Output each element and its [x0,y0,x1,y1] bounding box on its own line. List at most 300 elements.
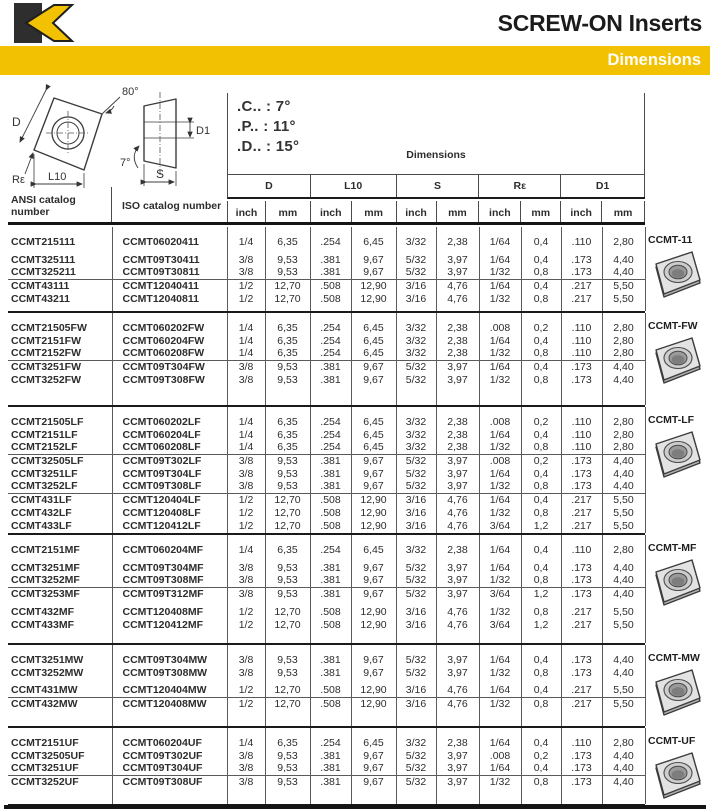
dimension-value: .508 [310,697,351,710]
ansi-catalog-number: CCMT325111 [8,253,112,266]
dimension-value: 1/2 [227,506,265,519]
dimension-value: 2,38 [436,347,479,360]
dimension-value: .110 [561,543,602,556]
drawing-label-d: D [12,115,21,129]
dimension-value: 1/32 [479,441,521,454]
col-header-re: Rε [479,175,561,197]
dimension-value: .173 [561,480,602,493]
dimension-value: 2,38 [436,415,479,428]
table-row [8,561,645,574]
dimension-value: 6,35 [265,441,310,454]
insert-preview [648,234,708,303]
dimension-value: 1/64 [479,360,521,373]
iso-catalog-number: CCMT09T30811 [112,266,227,279]
dimension-value: .508 [310,279,351,292]
dimension-value: 3,97 [436,749,479,762]
dimension-value: .008 [479,749,521,762]
dimension-value: 0,4 [521,684,561,697]
dimension-value: 12,70 [265,618,310,631]
dimension-value: 4,76 [436,684,479,697]
dimension-value: 4,76 [436,618,479,631]
dimension-value: 0,8 [521,373,561,386]
dimension-value: 3/8 [227,653,265,666]
dimension-value: 2,80 [602,736,645,749]
dimension-value: 1/4 [227,347,265,360]
dimension-value: 3,97 [436,561,479,574]
dimension-value: 5,50 [602,292,645,305]
dimension-value: 3/32 [396,736,436,749]
dimension-value: .173 [561,762,602,775]
dimension-value: 5,50 [602,506,645,519]
dimension-value: 1/4 [227,321,265,334]
ansi-catalog-number: CCMT3251MW [8,653,112,666]
insert-image [648,666,704,716]
dimension-value: 12,70 [265,506,310,519]
dimension-value: 9,53 [265,762,310,775]
dimension-value: 6,45 [351,428,396,441]
table-row [8,697,645,710]
dimension-value: 1/64 [479,684,521,697]
dimension-value: 9,67 [351,653,396,666]
dimension-value: 3,97 [436,587,479,600]
dimension-value: 0,4 [521,736,561,749]
dimension-value: 9,67 [351,666,396,679]
ansi-catalog-number: CCMT3251UF [8,762,112,775]
dimension-value: 2,38 [436,736,479,749]
dimension-value: 4,76 [436,506,479,519]
dimension-value: .254 [310,347,351,360]
unit-header: inch [479,201,521,224]
dimension-value: .254 [310,543,351,556]
ansi-catalog-number: CCMT3252MF [8,574,112,587]
dimension-value: 4,40 [602,561,645,574]
dimension-value: 3/16 [396,506,436,519]
dimension-value: .173 [561,775,602,788]
dimension-value: 4,76 [436,279,479,292]
dimension-value: 1/32 [479,373,521,386]
dimension-value: 0,2 [521,749,561,762]
drawing-label-7deg: 7° [120,157,131,169]
iso-catalog-number: CCMT09T308FW [112,373,227,386]
dimension-value: .110 [561,334,602,347]
dimension-value: 3/64 [479,519,521,532]
iso-catalog-number: CCMT09T304LF [112,467,227,480]
iso-catalog-number: CCMT09T308MW [112,666,227,679]
dimension-value: 4,40 [602,653,645,666]
dimension-value: 12,70 [265,697,310,710]
ansi-catalog-number: CCMT21505LF [8,415,112,428]
dimension-value: 5,50 [602,493,645,506]
dimension-value: 3/32 [396,441,436,454]
table-row [8,253,645,266]
ansi-catalog-number: CCMT325211 [8,266,112,279]
insert-dimension-drawing [10,84,225,202]
dimension-value: 9,53 [265,666,310,679]
dimension-value: 4,40 [602,574,645,587]
dimension-value: 9,53 [265,266,310,279]
dimension-value: .110 [561,235,602,248]
dimension-value: 0,8 [521,441,561,454]
dimension-value: 1/64 [479,762,521,775]
table-row [8,334,645,347]
dimension-value: 6,35 [265,235,310,248]
table-row [8,605,645,618]
unit-header: inch [397,201,437,224]
dimension-value: 0,8 [521,666,561,679]
dimension-value: 5/32 [396,574,436,587]
dimension-value: .381 [310,775,351,788]
unit-header: mm [352,201,397,224]
dimension-value: 6,35 [265,415,310,428]
dimension-value: 6,45 [351,415,396,428]
iso-catalog-number: CCMT09T302UF [112,749,227,762]
dimension-value: 3,97 [436,467,479,480]
dimension-value: 9,67 [351,373,396,386]
dimension-value: 6,45 [351,321,396,334]
dimension-value: 9,53 [265,749,310,762]
dimension-value: 1/4 [227,334,265,347]
dimension-value: 0,8 [521,574,561,587]
spec-line: .D.. : 15° [237,138,300,155]
dimension-value: .254 [310,441,351,454]
iso-catalog-number: CCMT120408MW [112,697,227,710]
dimension-value: 2,80 [602,347,645,360]
col-header-s: S [397,175,480,197]
dimension-value: 0,4 [521,360,561,373]
insert-image [648,749,704,799]
table-row [8,666,645,679]
iso-catalog-number: CCMT060204MF [112,543,227,556]
dimension-value: 9,53 [265,574,310,587]
dimension-value: 6,45 [351,334,396,347]
catalog-headers [8,187,227,224]
dimension-value: .254 [310,428,351,441]
dimension-value: 3,97 [436,360,479,373]
drawing-label-re: Rε [12,174,25,186]
dimension-value: .508 [310,519,351,532]
iso-catalog-number: CCMT120404LF [112,493,227,506]
dimension-value: 9,53 [265,775,310,788]
ansi-catalog-number: CCMT432MW [8,697,112,710]
ansi-catalog-number: CCMT2151MF [8,543,112,556]
dimension-value: 12,90 [351,684,396,697]
ansi-catalog-number: CCMT3251MF [8,561,112,574]
dimension-value: .173 [561,749,602,762]
dimension-value: .254 [310,415,351,428]
dimension-value: 5/32 [396,775,436,788]
insert-group-ccmt-uf [8,728,645,806]
dimension-value: .381 [310,360,351,373]
dimension-value: 4,40 [602,749,645,762]
insert-preview [648,735,708,804]
iso-catalog-number: CCMT120412LF [112,519,227,532]
dimension-value: 3/16 [396,605,436,618]
ansi-catalog-number: CCMT432LF [8,506,112,519]
unit-headers [227,201,645,224]
dimension-value: .254 [310,321,351,334]
dimension-value: .508 [310,605,351,618]
unit-header: inch [228,201,266,224]
dimension-value: 3/8 [227,666,265,679]
dimension-value: .381 [310,373,351,386]
dimension-value: 3,97 [436,480,479,493]
dimension-value: 0,2 [521,415,561,428]
dimension-value: 6,35 [265,428,310,441]
table-row [8,321,645,334]
table-row [8,347,645,360]
dimension-value: 5,50 [602,684,645,697]
dimension-value: 2,38 [436,543,479,556]
ansi-catalog-number: CCMT431MW [8,684,112,697]
unit-header: inch [311,201,352,224]
dimension-value: 12,90 [351,519,396,532]
unit-header: mm [521,201,561,224]
dimension-value: 4,40 [602,454,645,467]
dimension-value: 12,90 [351,506,396,519]
ansi-catalog-number: CCMT431LF [8,493,112,506]
dimension-value: 0,8 [521,266,561,279]
dimension-value: .381 [310,561,351,574]
dimension-value: 2,38 [436,235,479,248]
iso-catalog-number: CCMT09T304MW [112,653,227,666]
iso-catalog-number: CCMT120408MF [112,605,227,618]
dimension-value: 0,2 [521,454,561,467]
dimension-value: 12,70 [265,292,310,305]
iso-catalog-number: CCMT060208LF [112,441,227,454]
dimension-value: 5,50 [602,519,645,532]
dimension-value: 2,80 [602,415,645,428]
table-row [8,543,645,556]
dimension-value: 2,38 [436,334,479,347]
page-title: SCREW-ON Inserts [497,9,702,36]
table-row [8,749,645,762]
dimension-value: 1/2 [227,605,265,618]
dimension-value: 3,97 [436,775,479,788]
dimension-value: 1/64 [479,253,521,266]
drawing-label-s: S [156,167,165,181]
dimension-value: 9,67 [351,253,396,266]
iso-catalog-number: CCMT09T304FW [112,360,227,373]
dimension-value: .381 [310,266,351,279]
insert-type-label: CCMT-11 [648,234,693,246]
dimension-value: 4,76 [436,519,479,532]
dimension-value: .381 [310,587,351,600]
dimension-value: 0,4 [521,653,561,666]
col-header-l10: L10 [311,175,397,197]
ansi-catalog-number: CCMT43111 [8,279,112,292]
iso-catalog-number: CCMT120408LF [112,506,227,519]
dimension-value: 0,4 [521,561,561,574]
ansi-catalog-number: CCMT3251FW [8,360,112,373]
dimension-value: 9,67 [351,561,396,574]
dimension-value: 0,4 [521,279,561,292]
dimension-value: 6,45 [351,543,396,556]
dimensions-header-box [227,93,645,175]
ansi-catalog-number: CCMT3252FW [8,373,112,386]
dimension-value: 3,97 [436,762,479,775]
table-row [8,493,645,506]
section-banner-label: Dimensions [607,51,701,69]
dimension-value: 1,2 [521,519,561,532]
table-row [8,775,645,788]
dimension-value: 2,80 [602,543,645,556]
page-header [0,0,710,46]
drawing-label-80deg: 80° [122,86,139,98]
dimension-value: .381 [310,574,351,587]
dimension-value: 12,90 [351,279,396,292]
dimension-value: 0,2 [521,321,561,334]
dimension-value: 3/16 [396,292,436,305]
dimension-value: 1/2 [227,292,265,305]
dimension-value: 1/32 [479,666,521,679]
insert-group-ccmt-fw [8,313,645,407]
iso-header: ISO catalog number [122,199,222,212]
dimension-value: 3,97 [436,253,479,266]
table-row [8,618,645,631]
dimension-value: 3/64 [479,618,521,631]
dimension-value: 1/2 [227,618,265,631]
iso-catalog-number: CCMT060204UF [112,736,227,749]
unit-header: mm [266,201,311,224]
insert-image [648,428,704,478]
dimension-value: .508 [310,292,351,305]
dimension-value: 1/32 [479,480,521,493]
dimension-value: .254 [310,736,351,749]
dimension-value: 2,38 [436,428,479,441]
dimension-value: 1/2 [227,493,265,506]
dimension-value: 3/32 [396,334,436,347]
dimension-value: 6,45 [351,347,396,360]
table-row [8,653,645,666]
dimension-value: 3/16 [396,618,436,631]
ansi-catalog-number: CCMT433MF [8,618,112,631]
dimension-value: .217 [561,493,602,506]
dimension-value: 1/4 [227,428,265,441]
dimension-value: 0,4 [521,235,561,248]
dimension-value: 5/32 [396,666,436,679]
dimension-value: 3/8 [227,561,265,574]
dimension-value: 5/32 [396,749,436,762]
ansi-catalog-number: CCMT3252LF [8,480,112,493]
dimension-value: 3/32 [396,543,436,556]
insert-group-ccmt-lf [8,407,645,535]
dimension-value: 9,53 [265,454,310,467]
table-row [8,736,645,749]
dimension-value: 2,80 [602,235,645,248]
dimension-value: 0,8 [521,347,561,360]
dimension-value: .173 [561,561,602,574]
dimension-value: .173 [561,373,602,386]
unit-header: mm [602,201,645,224]
dimension-value: 0,8 [521,506,561,519]
iso-catalog-number: CCMT060204LF [112,428,227,441]
dimension-value: .381 [310,253,351,266]
dimension-value: 12,70 [265,605,310,618]
dimension-value: 1/2 [227,279,265,292]
ansi-catalog-number: CCMT2152LF [8,441,112,454]
insert-preview [648,652,708,721]
dimension-value: 6,45 [351,235,396,248]
dimension-value: 4,40 [602,587,645,600]
dimension-value: 3/16 [396,493,436,506]
dimension-value: 3/32 [396,415,436,428]
dimension-value: .110 [561,347,602,360]
dimension-value: 5/32 [396,266,436,279]
drawing-label-d1: D1 [196,125,211,137]
dimension-value: 3/16 [396,279,436,292]
dimension-value: .508 [310,493,351,506]
ansi-catalog-number: CCMT32505UF [8,749,112,762]
dimension-value: 0,4 [521,543,561,556]
dimension-value: 3/8 [227,480,265,493]
dimension-value: 1/64 [479,235,521,248]
dimension-value: 9,53 [265,587,310,600]
dimension-value: 1/4 [227,415,265,428]
insert-type-label: CCMT-FW [648,320,698,332]
dimension-value: 1/64 [479,467,521,480]
dimension-value: .254 [310,334,351,347]
dimension-value: .173 [561,360,602,373]
dimension-value: .110 [561,321,602,334]
col-header-d: D [228,175,311,197]
table-row [8,587,645,600]
dimension-value: 1,2 [521,587,561,600]
iso-catalog-number: CCMT06020411 [112,235,227,248]
dimension-value: .381 [310,762,351,775]
iso-catalog-number: CCMT09T308LF [112,480,227,493]
dimension-value: .217 [561,618,602,631]
iso-catalog-number: CCMT09T308UF [112,775,227,788]
dimension-value: 9,53 [265,373,310,386]
dimension-value: 4,40 [602,373,645,386]
dimension-value: .173 [561,454,602,467]
dimension-value: .173 [561,253,602,266]
dimension-value: 0,4 [521,253,561,266]
dimension-value: 9,67 [351,749,396,762]
dimension-value: 0,8 [521,605,561,618]
dimension-value: 1/4 [227,736,265,749]
iso-catalog-number: CCMT09T308MF [112,574,227,587]
dimension-value: 12,70 [265,519,310,532]
table-row [8,506,645,519]
drawing-label-l10: L10 [48,171,67,183]
dimension-value: .217 [561,519,602,532]
dimension-value: 0,4 [521,762,561,775]
ansi-catalog-number: CCMT215111 [8,235,112,248]
dimension-value: .217 [561,684,602,697]
dimension-value: 4,40 [602,467,645,480]
dimension-value: 1/2 [227,697,265,710]
unit-header: mm [437,201,480,224]
table-row [8,441,645,454]
dimension-value: 2,38 [436,321,479,334]
dimension-value: 5/32 [396,561,436,574]
dimension-value: 9,67 [351,467,396,480]
dimension-value: 3/8 [227,762,265,775]
insert-image [648,556,704,606]
dimension-value: 9,53 [265,480,310,493]
table-row [8,574,645,587]
dimension-value: 1/64 [479,653,521,666]
dimension-value: .008 [479,454,521,467]
dimension-value: 3/64 [479,587,521,600]
dimension-value: 12,90 [351,493,396,506]
dimension-value: .173 [561,467,602,480]
dimension-value: 1/2 [227,684,265,697]
dimension-value: 1/32 [479,506,521,519]
dimension-value: 2,80 [602,334,645,347]
dimension-value: 9,67 [351,360,396,373]
